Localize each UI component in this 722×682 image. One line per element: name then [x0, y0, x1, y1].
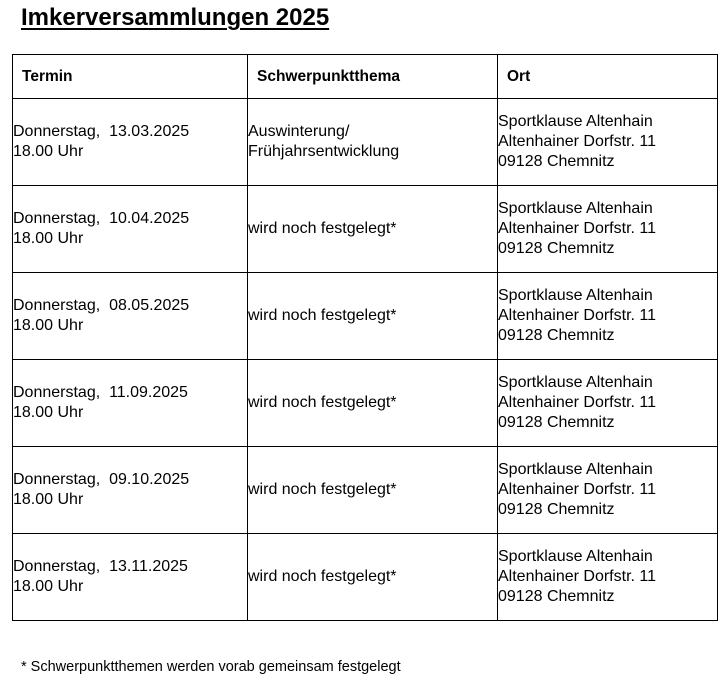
location-cell — [498, 273, 718, 360]
location-cell — [498, 360, 718, 447]
location-cell — [498, 99, 718, 186]
weekday-text: Donnerstag, — [13, 471, 101, 488]
termin-date-line — [13, 122, 247, 142]
weekday-text: Donnerstag, — [13, 384, 101, 401]
time-text: 18.00 Uhr — [13, 143, 84, 160]
topic-cell — [248, 534, 498, 621]
weekday-text: Donnerstag, — [13, 558, 101, 575]
footnote: * Schwerpunktthemen werden vorab gemeinsam festgelegt — [21, 659, 401, 675]
termin-date-line — [13, 383, 247, 403]
topic-cell — [248, 273, 498, 360]
table-row — [13, 99, 718, 186]
topic-cell — [248, 99, 498, 186]
topic-line-1: wird noch festgelegt* — [248, 394, 397, 411]
venue-text: Sportklause Altenhain — [498, 374, 653, 391]
termin-cell — [13, 99, 248, 186]
street-text: Altenhainer Dorfstr. 11 — [498, 481, 657, 498]
city-text: 09128 Chemnitz — [498, 153, 615, 170]
termin-cell — [13, 534, 248, 621]
venue-text: Sportklause Altenhain — [498, 113, 653, 130]
city-text: 09128 Chemnitz — [498, 501, 615, 518]
column-header-termin: Termin — [13, 55, 248, 99]
termin-date-line — [13, 296, 247, 316]
weekday-text: Donnerstag, — [13, 123, 101, 140]
city-text: 09128 Chemnitz — [498, 414, 615, 431]
topic-line-1: wird noch festgelegt* — [248, 307, 397, 324]
topic-line-2: Frühjahrsentwicklung — [248, 143, 400, 160]
time-text: 18.00 Uhr — [13, 404, 84, 421]
topic-line-1: wird noch festgelegt* — [248, 220, 397, 237]
location-cell — [498, 447, 718, 534]
table-row — [13, 534, 718, 621]
table-row — [13, 447, 718, 534]
date-text: 11.09.2025 — [109, 384, 188, 401]
time-text: 18.00 Uhr — [13, 578, 84, 595]
venue-text: Sportklause Altenhain — [498, 461, 653, 478]
topic-cell — [248, 186, 498, 273]
street-text: Altenhainer Dorfstr. 11 — [498, 220, 657, 237]
street-text: Altenhainer Dorfstr. 11 — [498, 133, 657, 150]
termin-cell — [13, 447, 248, 534]
time-text: 18.00 Uhr — [13, 491, 84, 508]
weekday-text: Donnerstag, — [13, 297, 101, 314]
location-cell — [498, 534, 718, 621]
termin-date-line — [13, 557, 247, 577]
topic-cell — [248, 447, 498, 534]
column-header-schwerpunktthema: Schwerpunktthema — [248, 55, 498, 99]
venue-text: Sportklause Altenhain — [498, 200, 653, 217]
date-text: 13.03.2025 — [109, 123, 190, 140]
table-row — [13, 360, 718, 447]
street-text: Altenhainer Dorfstr. 11 — [498, 568, 657, 585]
topic-line-1: wird noch festgelegt* — [248, 568, 397, 585]
termin-date-line — [13, 470, 247, 490]
street-text: Altenhainer Dorfstr. 11 — [498, 307, 657, 324]
termin-date-line — [13, 209, 247, 229]
topic-line-1: wird noch festgelegt* — [248, 481, 397, 498]
table-row — [13, 186, 718, 273]
table-header-row — [13, 55, 718, 99]
location-cell — [498, 186, 718, 273]
date-text: 08.05.2025 — [109, 297, 190, 314]
time-text: 18.00 Uhr — [13, 230, 84, 247]
date-text: 13.11.2025 — [109, 558, 188, 575]
city-text: 09128 Chemnitz — [498, 588, 615, 605]
venue-text: Sportklause Altenhain — [498, 548, 653, 565]
termin-cell — [13, 273, 248, 360]
table-row — [13, 273, 718, 360]
meetings-table — [12, 54, 718, 621]
street-text: Altenhainer Dorfstr. 11 — [498, 394, 657, 411]
column-header-ort: Ort — [498, 55, 718, 99]
date-text: 10.04.2025 — [109, 210, 190, 227]
termin-cell — [13, 186, 248, 273]
venue-text: Sportklause Altenhain — [498, 287, 653, 304]
termin-cell — [13, 360, 248, 447]
page-title: Imkerversammlungen 2025 — [21, 4, 330, 31]
city-text: 09128 Chemnitz — [498, 240, 615, 257]
time-text: 18.00 Uhr — [13, 317, 84, 334]
city-text: 09128 Chemnitz — [498, 327, 615, 344]
topic-cell — [248, 360, 498, 447]
date-text: 09.10.2025 — [109, 471, 190, 488]
topic-line-1: Auswinterung/ — [248, 123, 350, 140]
weekday-text: Donnerstag, — [13, 210, 101, 227]
